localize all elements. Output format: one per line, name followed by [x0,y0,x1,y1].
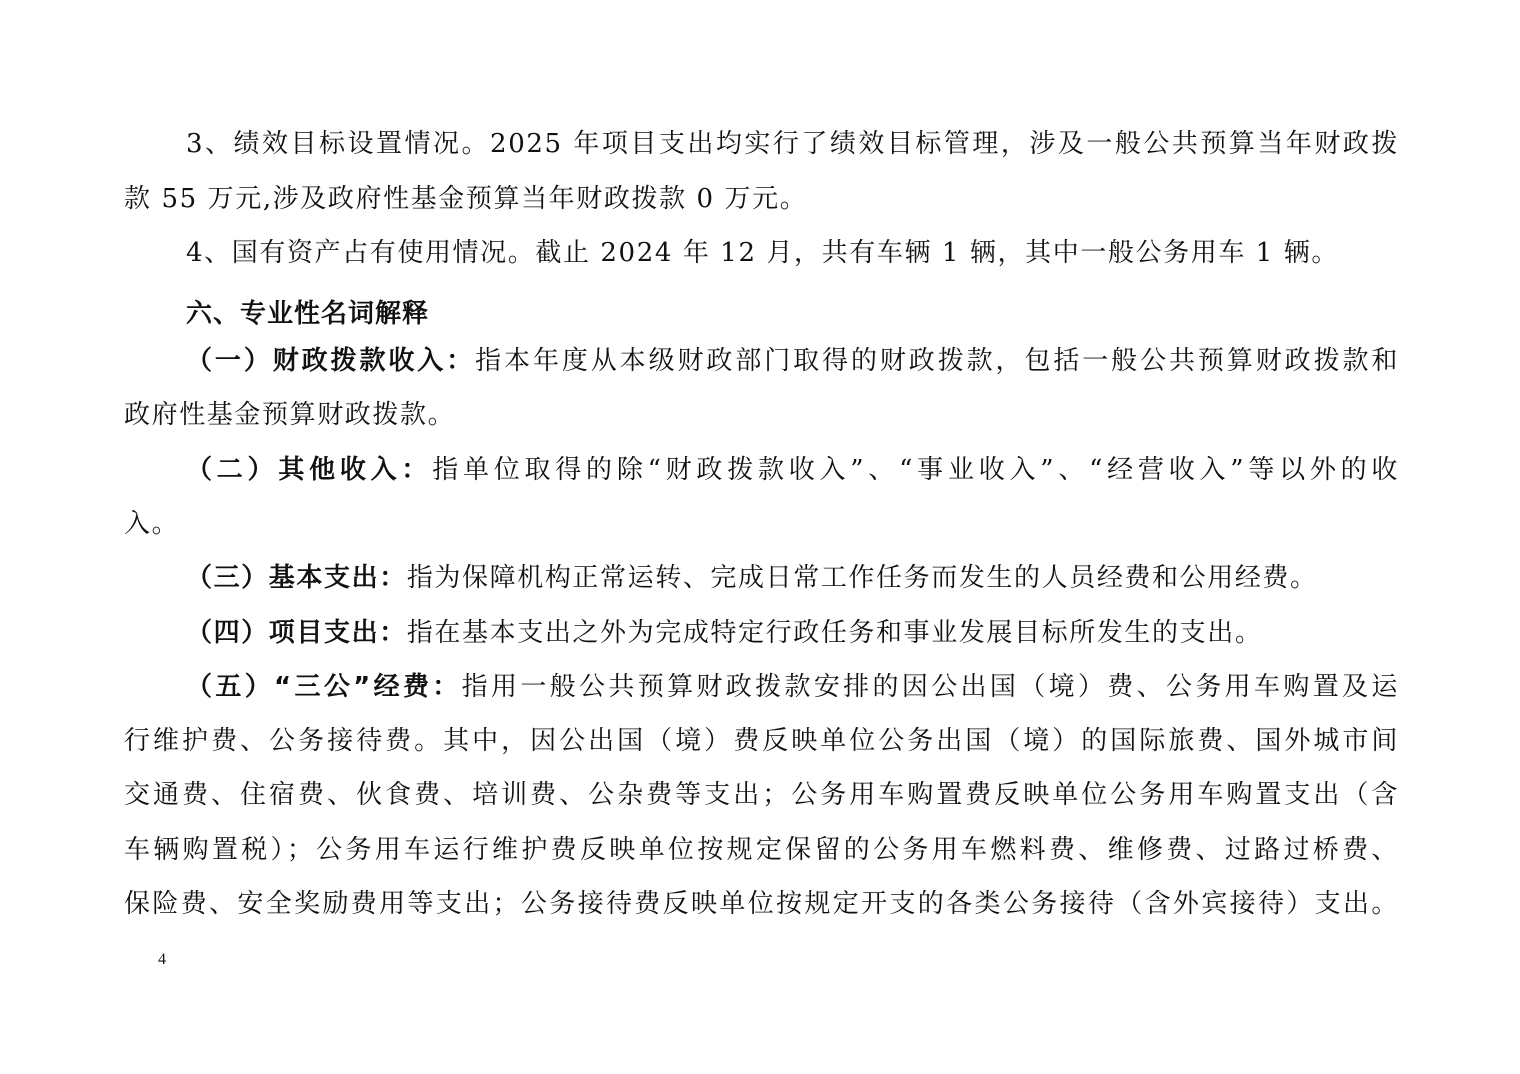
paragraph-state-assets: 4、国有资产占有使用情况。截止 2024 年 12 月，共有车辆 1 辆，其中一般公务用车 1 辆。 [186,238,1339,268]
term-fiscal-appropriation-line-2: 政府性基金预算财政拨款。 [124,400,456,430]
term-three-public-expenses-line-2: 行维护费、公务接待费。其中，因公出国（境）费反映单位公务出国（境）的国际旅费、国外城市间 [124,726,1399,756]
term-fiscal-appropriation-line-1 [186,341,1399,381]
term-label: （三）基本支出： [186,563,407,593]
term-three-public-expenses-line-5: 保险费、安全奖励费用等支出；公务接待费反映单位按规定开支的各类公务接待（含外宾接待）支出。 [124,889,1399,919]
term-definition: 指用一般公共预算财政拨款安排的因公出国（境）费、公务用车购置及运 [461,672,1400,702]
term-definition: 指为保障机构正常运转、完成日常工作任务而发生的人员经费和公用经费。 [406,563,1318,593]
term-other-income-line-1 [186,450,1399,490]
term-three-public-expenses-line-1 [186,667,1399,707]
term-definition: 指单位取得的除“财政拨款收入”、“事业收入”、“经营收入”等以外的收 [432,455,1399,485]
term-other-income-line-2: 入。 [124,509,180,539]
page-number: 4 [158,951,166,968]
term-definition: 指本年度从本级财政部门取得的财政拨款，包括一般公共预算财政拨款和 [475,346,1399,376]
term-project-expenditure [186,613,1399,653]
term-label: （一）财政拨款收入： [186,346,476,376]
section-heading-terms: 六、专业性名词解释 [186,299,430,329]
paragraph-performance-goals-line-1: 3、绩效目标设置情况。2025 年项目支出均实行了绩效目标管理，涉及一般公共预算当年财政拨 [186,129,1399,159]
paragraph-performance-goals-line-2: 款 55 万元,涉及政府性基金预算当年财政拨款 0 万元。 [124,184,808,214]
term-three-public-expenses-line-4: 车辆购置税）；公务用车运行维护费反映单位按规定保留的公务用车燃料费、维修费、过路过桥费、 [124,835,1399,865]
term-label: （五）“三公”经费： [186,672,462,702]
term-definition: 指在基本支出之外为完成特定行政任务和事业发展目标所发生的支出。 [406,618,1263,648]
term-basic-expenditure [186,558,1399,598]
term-label: （四）项目支出： [186,618,407,648]
term-three-public-expenses-line-3: 交通费、住宿费、伙食费、培训费、公杂费等支出；公务用车购置费反映单位公务用车购置支出（含 [124,780,1399,810]
term-label: （二）其他收入： [186,455,433,485]
